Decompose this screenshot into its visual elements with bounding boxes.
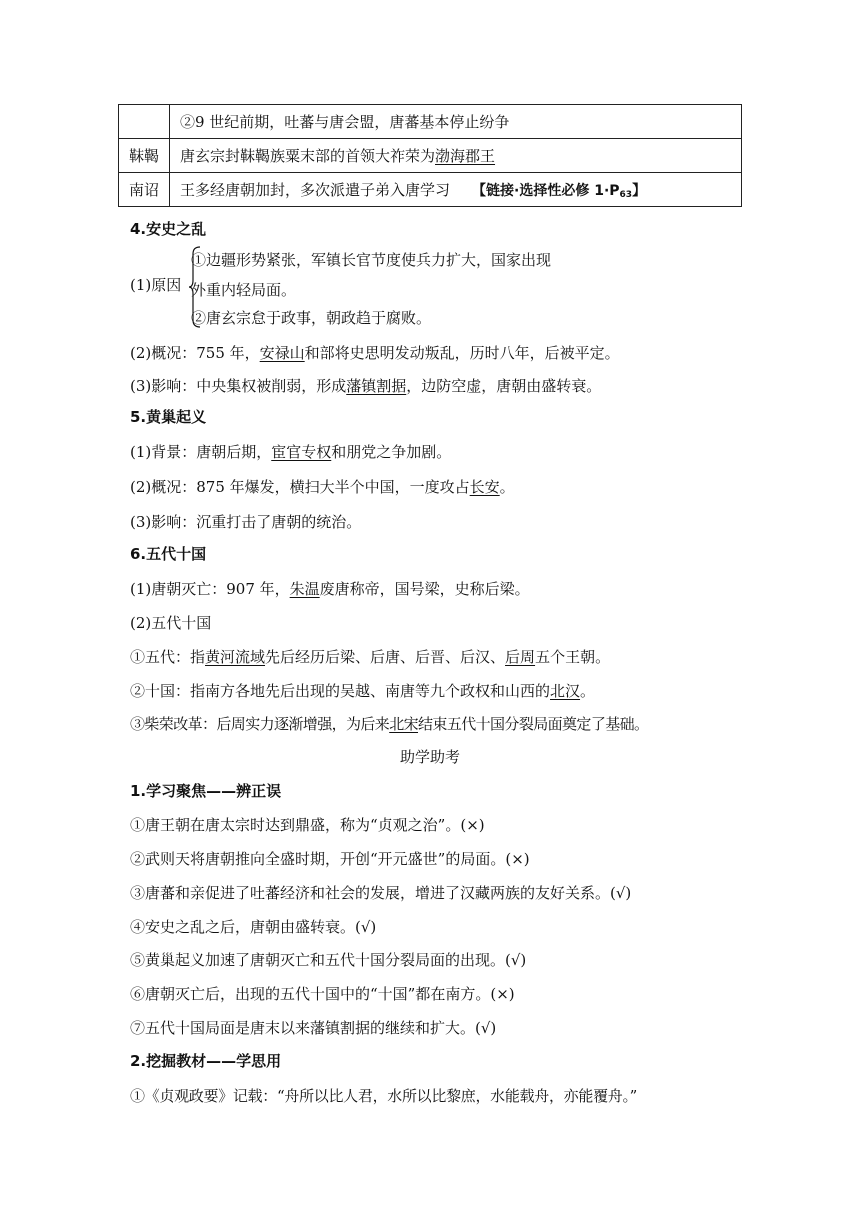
table-cell-desc: 唐玄宗封靺鞨族粟末部的首领大祚荣为渤海郡王: [170, 139, 742, 173]
impact-line: (3)影响：中央集权被削弱，形成藩镇割据，边防空虚，唐朝由盛转衰。: [130, 377, 602, 395]
table-row: [119, 173, 742, 207]
textbook-link-note: 【链接·选择性必修 $1\cdot P_{63}$】: [472, 183, 647, 200]
table-cell-name: 靺鞨: [119, 139, 170, 173]
cause-label: (1)原因: [130, 276, 182, 294]
fall-line: (1)唐朝灭亡：907 年，朱温废唐称帝，国号梁，史称后梁。: [130, 580, 530, 598]
table-cell-name: 南诏: [119, 173, 170, 207]
list-item: ②武则天将唐朝推向全盛时期，开创“开元盛世”的局面。(×): [130, 850, 530, 868]
chai-rong-reform-line: ③柴荣改革：后周实力逐渐增强，为后来北宋结束五代十国分裂局面奠定了基础。: [130, 715, 649, 733]
quote-line: ①《贞观政要》记载：“舟所以比人君，水所以比黎庶，水能载舟，亦能覆舟。”: [130, 1087, 638, 1105]
list-item: ④安史之乱之后，唐朝由盛转衰。(√): [130, 918, 377, 936]
background-line: (1)背景：唐朝后期，宦官专权和朋党之争加剧。: [130, 443, 452, 461]
table-cell-desc: ②9 世纪前期，吐蕃与唐会盟，唐蕃基本停止纷争: [170, 105, 742, 139]
list-item: ⑤黄巢起义加速了唐朝灭亡和五代十国分裂局面的出现。(√): [130, 951, 527, 969]
table-row: [119, 139, 742, 173]
textbook-heading: 2.挖掘教材——学思用: [130, 1052, 282, 1070]
section-title: 助学助考: [399, 748, 460, 766]
cause-2: ②唐玄宗怠于政事，朝政趋于腐败。: [191, 309, 432, 327]
overview-line: (2)概况：875 年爆发，横扫大半个中国，一度攻占长安。: [130, 478, 515, 496]
list-item: ⑥唐朝灭亡后，出现的五代十国中的“十国”都在南方。(×): [130, 985, 515, 1003]
section-heading: 4.安史之乱: [130, 220, 207, 238]
section-heading: 5.黄巢起义: [130, 408, 207, 426]
overview-line: (2)概况：755 年，安禄山和部将史思明发动叛乱，历时八年，后被平定。: [130, 344, 620, 362]
section-heading: 6.五代十国: [130, 545, 207, 563]
table-cell-desc: 王多经唐朝加封，多次派遣子弟入唐学习 【链接·选择性必修 $1\cdot P_{63}$】: [170, 173, 742, 207]
ethnic-relations-table: [118, 104, 742, 207]
cause-1a: ①边疆形势紧张，军镇长官节度使兵力扩大，国家出现: [191, 251, 552, 269]
impact-line: (3)影响：沉重打击了唐朝的统治。: [130, 513, 362, 531]
five-dynasties-line: ①五代：指黄河流域先后经历后梁、后唐、后晋、后汉、后周五个王朝。: [130, 648, 611, 666]
subheading: (2)五代十国: [130, 614, 212, 632]
table-cell-name: [119, 105, 170, 139]
list-item: ③唐蕃和亲促进了吐蕃经济和社会的发展，增进了汉藏两族的友好关系。(√): [130, 884, 632, 902]
list-item: ①唐王朝在唐太宗时达到鼎盛，称为“贞观之治”。(×): [130, 816, 485, 834]
cause-1b: 外重内轻局面。: [191, 281, 297, 299]
focus-heading: 1.学习聚焦——辨正误: [130, 782, 282, 800]
list-item: ⑦五代十国局面是唐末以来藩镇割据的继续和扩大。(√): [130, 1019, 497, 1037]
ten-kingdoms-line: ②十国：指南方各地先后出现的吴越、南唐等九个政权和山西的北汉。: [130, 682, 596, 700]
table-row: [119, 105, 742, 139]
